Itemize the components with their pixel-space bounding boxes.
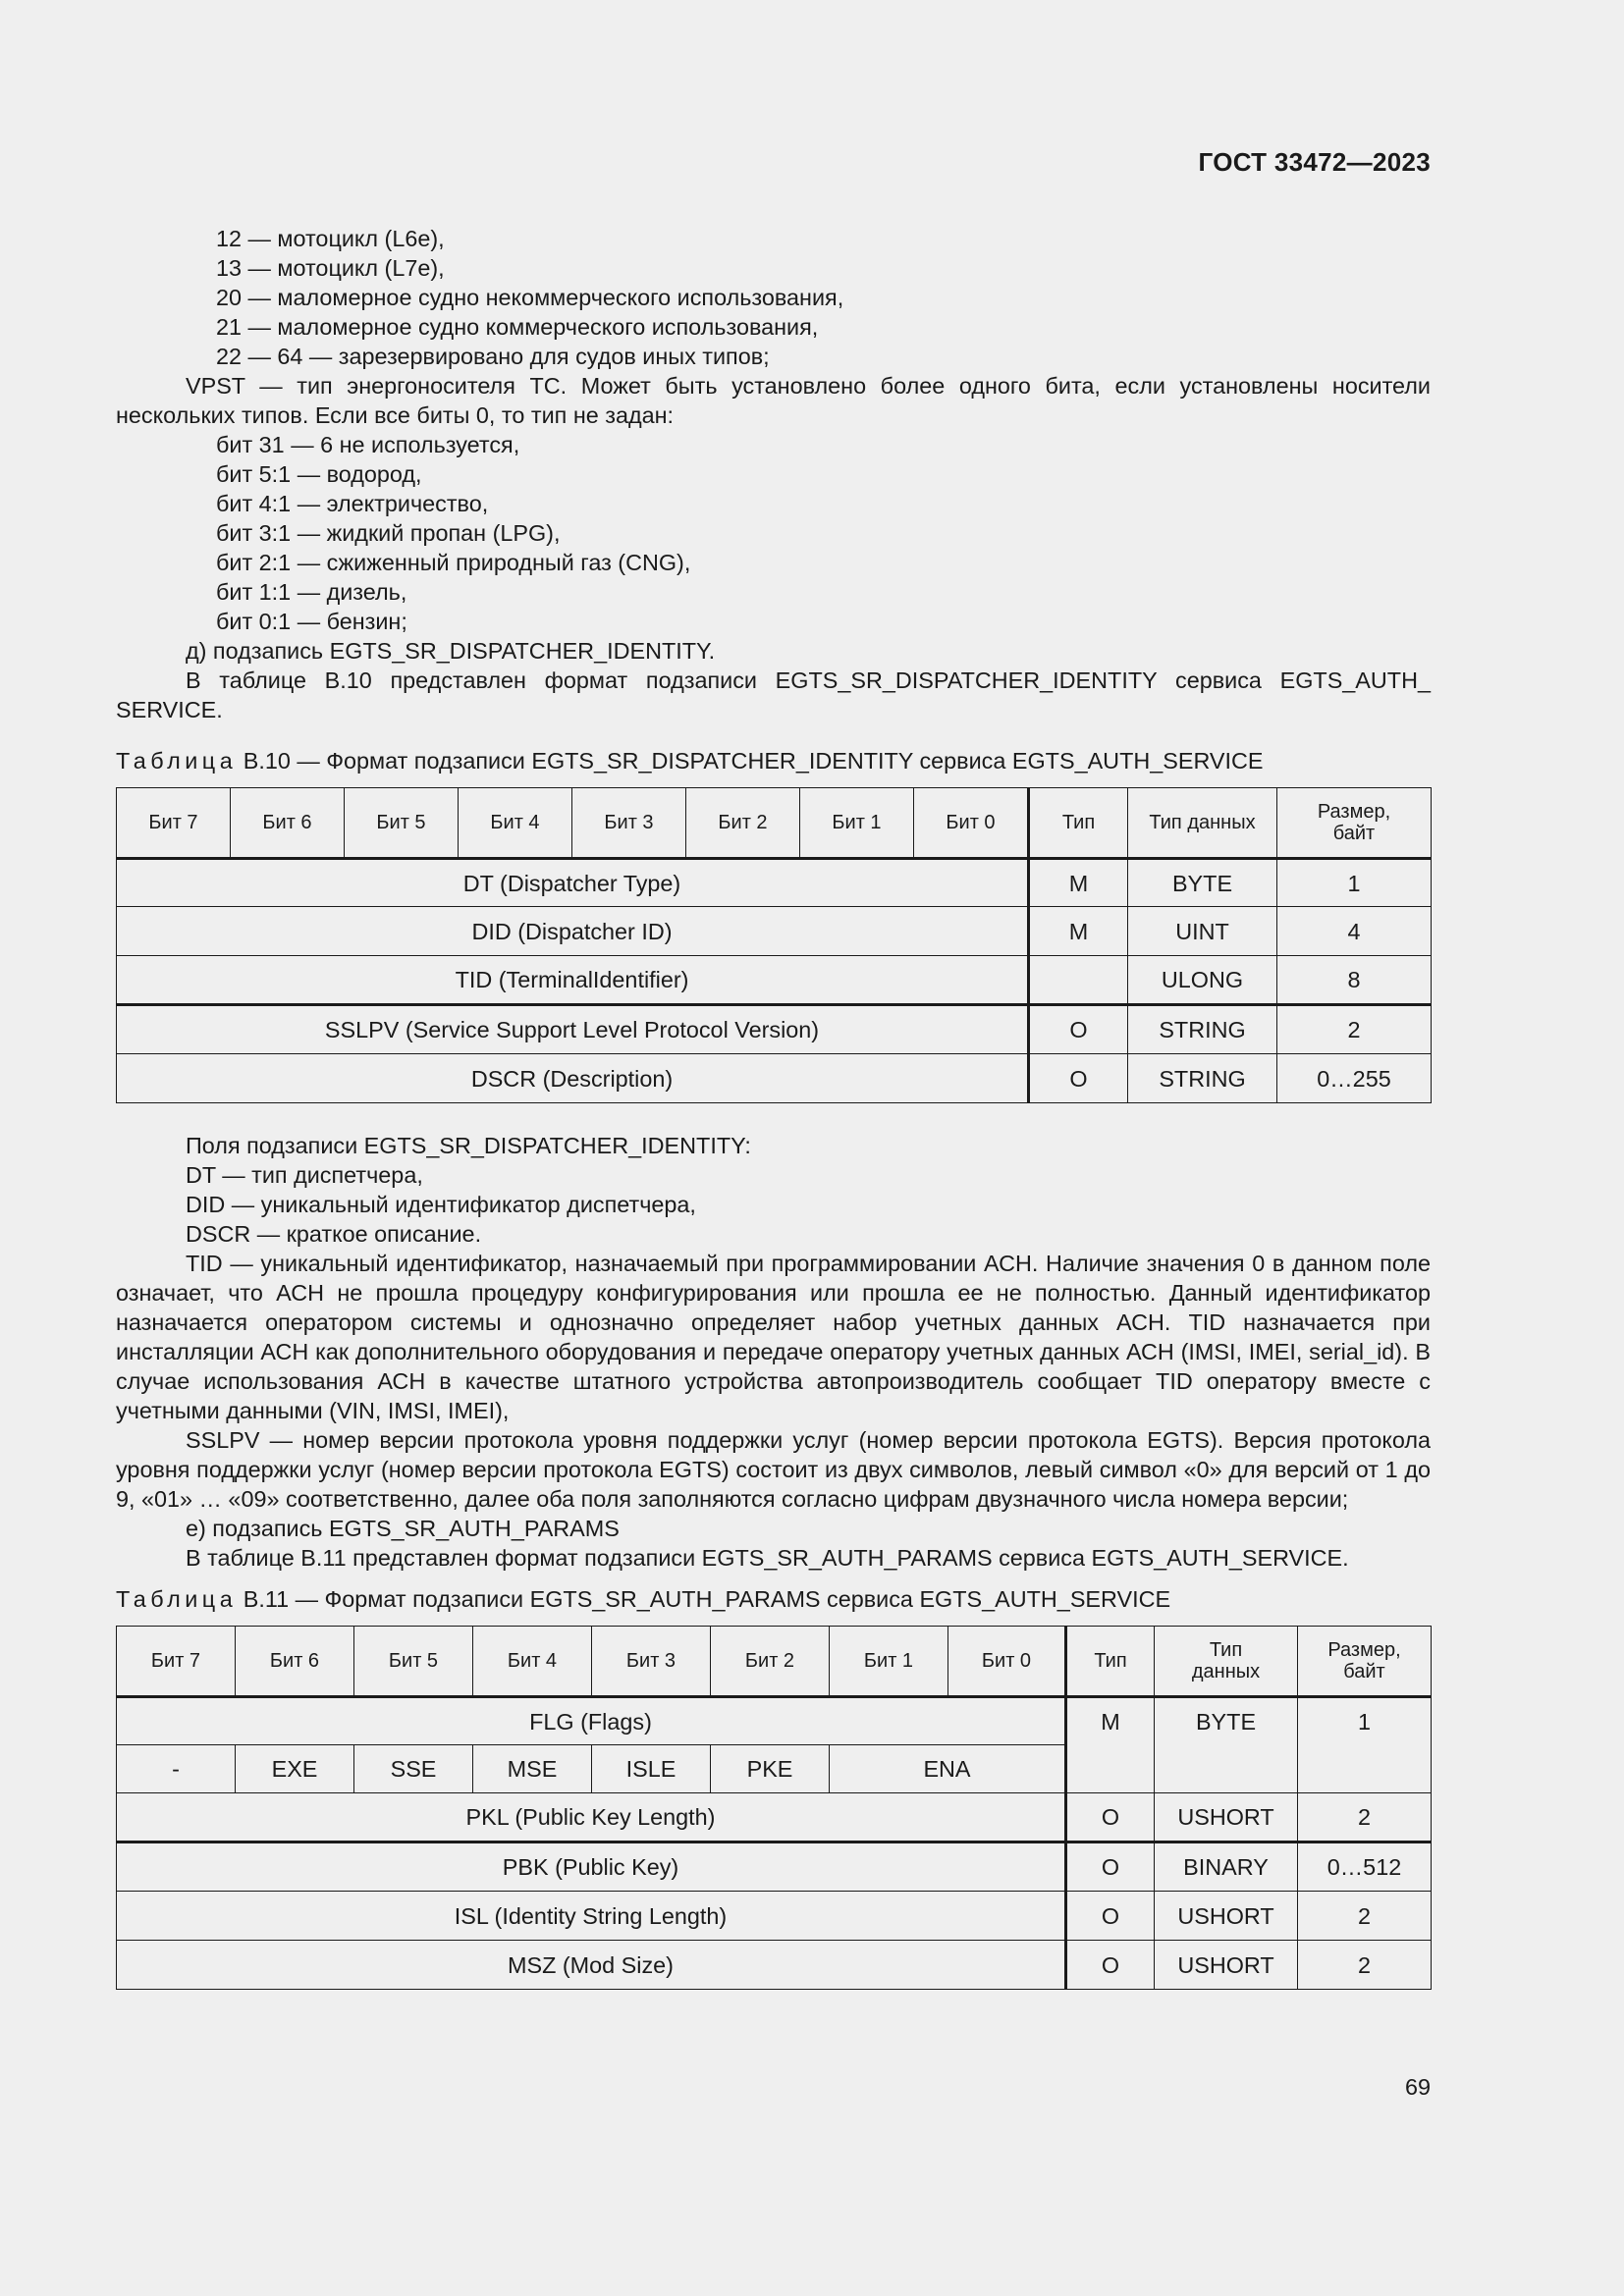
datatype-cell: BINARY: [1155, 1842, 1298, 1892]
header-cell: Бит 7: [117, 788, 231, 859]
flag-bit-cell: PKE: [711, 1745, 830, 1793]
flag-bit-cell: ISLE: [592, 1745, 711, 1793]
header-cell: Бит 5: [345, 788, 459, 859]
size-cell: 4: [1277, 907, 1432, 956]
datatype-cell: USHORT: [1155, 1941, 1298, 1990]
list-item: 20 — маломерное судно некоммерческого использования,: [216, 285, 844, 310]
type-cell: O: [1029, 1005, 1128, 1054]
page-content: [116, 224, 1431, 1990]
field-cell: FLG (Flags): [117, 1697, 1066, 1745]
field-description: DT — тип диспетчера,: [186, 1162, 423, 1188]
header-cell: Бит 5: [354, 1627, 473, 1697]
list-item: 12 — мотоцикл (L6e),: [216, 226, 445, 251]
bit-item: бит 0:1 — бензин;: [216, 609, 407, 634]
flag-bit-cell: -: [117, 1745, 236, 1793]
datatype-cell: UINT: [1128, 907, 1277, 956]
size-cell: 0…255: [1277, 1054, 1432, 1103]
header-cell: Бит 3: [572, 788, 686, 859]
table10-caption: [116, 746, 1431, 775]
field-cell: MSZ (Mod Size): [117, 1941, 1066, 1990]
type-cell: M: [1066, 1697, 1155, 1793]
header-cell: Бит 4: [473, 1627, 592, 1697]
field-cell: SSLPV (Service Support Level Protocol Version): [117, 1005, 1029, 1054]
datatype-cell: USHORT: [1155, 1793, 1298, 1842]
header-cell: Бит 1: [830, 1627, 948, 1697]
size-cell: 8: [1277, 956, 1432, 1005]
caption-word: Таблица: [116, 748, 238, 774]
header-cell: Бит 0: [914, 788, 1029, 859]
datatype-cell: STRING: [1128, 1054, 1277, 1103]
document-id-header: ГОСТ 33472—2023: [1198, 147, 1431, 177]
type-cell: M: [1029, 907, 1128, 956]
table-row: [117, 1842, 1432, 1892]
size-cell: 1: [1277, 859, 1432, 907]
table-row: [117, 1005, 1432, 1054]
type-cell: M: [1029, 859, 1128, 907]
field-cell: PKL (Public Key Length): [117, 1793, 1066, 1842]
subrecord-e-heading: е) подзапись EGTS_SR_AUTH_PARAMS: [186, 1516, 620, 1541]
size-cell: 2: [1298, 1892, 1432, 1941]
datatype-cell: BYTE: [1128, 859, 1277, 907]
table-row: [117, 859, 1432, 907]
type-cell: O: [1029, 1054, 1128, 1103]
bit-item: бит 31 — 6 не используется,: [216, 432, 520, 457]
table-row: [117, 1941, 1432, 1990]
header-cell: Бит 2: [711, 1627, 830, 1697]
size-cell: 2: [1298, 1793, 1432, 1842]
table-row: [117, 907, 1432, 956]
type-cell: O: [1066, 1842, 1155, 1892]
table-row: [117, 1697, 1432, 1745]
header-cell: Бит 0: [948, 1627, 1066, 1697]
type-cell: O: [1066, 1941, 1155, 1990]
table-b11: [116, 1626, 1432, 1990]
datatype-cell: ULONG: [1128, 956, 1277, 1005]
flag-bit-cell: MSE: [473, 1745, 592, 1793]
table-header-row: [117, 788, 1432, 859]
header-cell: Бит 3: [592, 1627, 711, 1697]
list-item: 13 — мотоцикл (L7e),: [216, 255, 445, 281]
datatype-cell: STRING: [1128, 1005, 1277, 1054]
bit-item: бит 3:1 — жидкий пропан (LPG),: [216, 520, 561, 546]
field-cell: TID (TerminalIdentifier): [117, 956, 1029, 1005]
size-cell: 2: [1277, 1005, 1432, 1054]
list-item: 21 — маломерное судно коммерческого использования,: [216, 314, 819, 340]
field-cell: DID (Dispatcher ID): [117, 907, 1029, 956]
field-cell: DT (Dispatcher Type): [117, 859, 1029, 907]
header-cell: Бит 1: [800, 788, 914, 859]
field-description: DID — уникальный идентификатор диспетчера,: [186, 1192, 696, 1217]
bit-item: бит 4:1 — электричество,: [216, 491, 489, 516]
header-cell: Размер, байт: [1298, 1627, 1432, 1697]
flag-bit-cell: SSE: [354, 1745, 473, 1793]
header-cell: Тип: [1066, 1627, 1155, 1697]
type-cell: O: [1066, 1793, 1155, 1842]
header-cell: Бит 4: [459, 788, 572, 859]
type-cell: [1029, 956, 1128, 1005]
type-cell: O: [1066, 1892, 1155, 1941]
table-row: [117, 1892, 1432, 1941]
flag-bit-cell: ENA: [830, 1745, 1066, 1793]
bit-item: бит 1:1 — дизель,: [216, 579, 407, 605]
bit-item: бит 2:1 — сжиженный природный газ (CNG),: [216, 550, 691, 575]
table-row: [117, 1054, 1432, 1103]
table-row: [117, 1793, 1432, 1842]
datatype-cell: BYTE: [1155, 1697, 1298, 1793]
table-b10: [116, 787, 1432, 1103]
sslpv-paragraph: SSLPV — номер версии протокола уровня поддержки услуг (номер версии протокола EGTS). Версия протокола уровня поддержки услуг (номер версии протокола EGTS) состоит из двух символов, левый символ «0» для версий от 1 до 9, «01» … «09» соответственно, далее оба поля заполняются согласно цифрам двузначного числа номера версии;: [116, 1427, 1431, 1512]
header-cell: Размер, байт: [1277, 788, 1432, 859]
header-cell: Тип: [1029, 788, 1128, 859]
header-cell: Бит 2: [686, 788, 800, 859]
tid-paragraph: TID — уникальный идентификатор, назначаемый при программировании АСН. Наличие значения 0 в данном поле означает, что АСН не прошла процедуру конфигурирования или прошла ее не полностью. Данный идентификатор назначается оператором системы и однозначно определяет набор учетных данных АСН. TID назначается при инсталляции АСН как дополнительного оборудования и передаче оператору учетных данных АСН (IMSI, IMEI, serial_id). В случае использования АСН в качестве штатного устройства автопроизводитель сообщает TID оператору вместе с учетными данными (VIN, IMSI, IMEI),: [116, 1251, 1431, 1423]
table11-intro: В таблице В.11 представлен формат подзаписи EGTS_SR_AUTH_PARAMS сервиса EGTS_AUTH_SERVICE.: [186, 1545, 1349, 1571]
caption-text: В.10 — Формат подзаписи EGTS_SR_DISPATCHER_IDENTITY сервиса EGTS_AUTH_SERVICE: [243, 748, 1264, 774]
subrecord-d-heading: д) подзапись EGTS_SR_DISPATCHER_IDENTITY.: [186, 638, 716, 664]
caption-text: В.11 — Формат подзаписи EGTS_SR_AUTH_PARAMS сервиса EGTS_AUTH_SERVICE: [243, 1586, 1171, 1612]
field-cell: ISL (Identity String Length): [117, 1892, 1066, 1941]
field-cell: PBK (Public Key): [117, 1842, 1066, 1892]
size-cell: 2: [1298, 1941, 1432, 1990]
table-row: [117, 956, 1432, 1005]
caption-word: Таблица: [116, 1586, 238, 1612]
page-number: 69: [1404, 2074, 1431, 2100]
table10-intro: В таблице В.10 представлен формат подзаписи EGTS_SR_DISPATCHER_IDENTITY сервиса EGTS_AUTH_ SERVICE.: [116, 667, 1431, 722]
flag-bit-cell: EXE: [236, 1745, 354, 1793]
vpst-paragraph: VPST — тип энергоносителя ТС. Может быть установлено более одного бита, если установлены носители нескольких типов. Если все биты 0, то тип не задан:: [116, 373, 1431, 428]
header-cell: Тип данных: [1155, 1627, 1298, 1697]
datatype-cell: USHORT: [1155, 1892, 1298, 1941]
header-cell: Бит 7: [117, 1627, 236, 1697]
field-description: DSCR — краткое описание.: [186, 1221, 482, 1247]
header-cell: Бит 6: [236, 1627, 354, 1697]
table11-caption: [116, 1584, 1431, 1614]
field-cell: DSCR (Description): [117, 1054, 1029, 1103]
table-header-row: [117, 1627, 1432, 1697]
header-cell: Тип данных: [1128, 788, 1277, 859]
bit-item: бит 5:1 — водород,: [216, 461, 422, 487]
header-cell: Бит 6: [231, 788, 345, 859]
size-cell: 0…512: [1298, 1842, 1432, 1892]
size-cell: 1: [1298, 1697, 1432, 1793]
list-item: 22 — 64 — зарезервировано для судов иных типов;: [216, 344, 770, 369]
fields-intro: Поля подзаписи EGTS_SR_DISPATCHER_IDENTITY:: [186, 1133, 751, 1158]
